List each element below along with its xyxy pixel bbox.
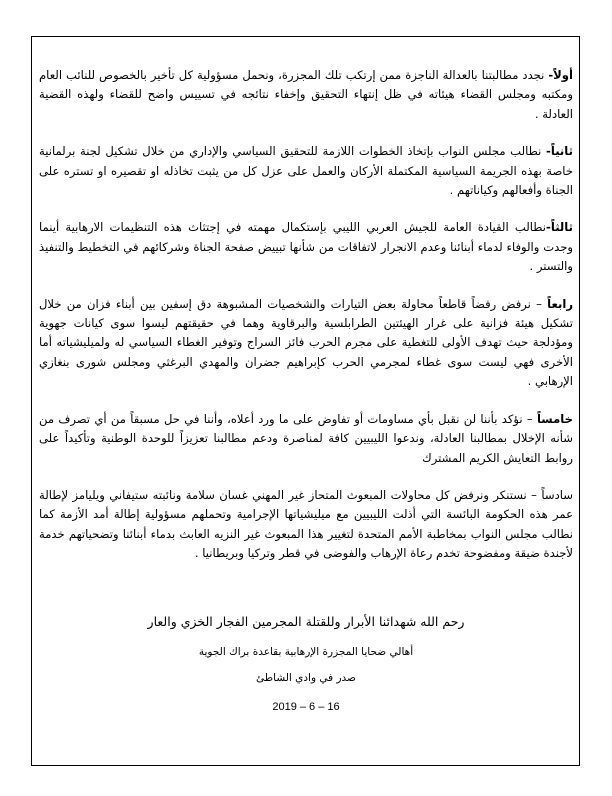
paragraph-text: نجدد مطالبتنا بالعدالة الناجزة ممن إرتكب تلك المجزرة، ونحمل مسؤولية كل تأخير بالخصوص للنائب العام ومكتبه ومجلس القضاء هيئاته في ظل إنتهاء التحقيق وإخفاء نتائجه في تسييس واضح للقضاء ولهذه القضية العادلة . [39, 68, 573, 121]
signatory-line: أهالي ضحايا المجزرة الإرهابية بقاعدة براك الجوية [198, 646, 414, 658]
paragraph-text: سادساً – نستنكر ونرفض كل محاولات المبعوث المتحاز غير المهني غسان سلامة ونائبته ستيفاني ويليامز لإطالة عمر هذه الحكومة البائسة التي أذلت الليبيين مع ميليشياتها الإجرامية وتحملهم مسؤولية إطالة أمد الأزمة كما نطالب مجلس النواب بمخاطبة الأمم المتحدة لتغيير هذا المبعوث غير النزيه العابث بدماء أبنائنا وتضحياتهم خدمة لأجندة ضيقة ومفضوحة تخدم رعاة الإرهاب والفوضى في قطر وتركيا وبريطانيا . [39, 487, 573, 561]
paragraph-text: – نرفض رفضاً قاطعاً محاولة بعض التيارات والشخصيات المشبوهة دق إسفين بين أبناء فزان من خلال تشكيل هيئة فزانية على غرار الهيئتين الطرابلسية والبرقاوية وهما في حقيقتهم ليسوا سوى كيانات جهوية ومؤدلجة حيث تهدف الأولى للتغطية على مجرم الحرب فائز السراج وتوفير الغطاء السياسي له ولميليشياته أما الأخرى فهي ليست سوى غطاء لمجرمي الحرب كإبراهيم جضران والمهدي البرغثي ومجلس شورى بنغازي الإرهابي . [39, 296, 573, 389]
paragraph-lead: ثانياً- [546, 144, 573, 159]
paragraph-third [39, 218, 573, 276]
paragraph-fifth [39, 410, 573, 468]
paragraph-lead: أولاً- [548, 68, 573, 82]
paragraph-second [39, 142, 573, 200]
paragraph-first [39, 66, 573, 124]
paragraph-sixth [39, 486, 573, 564]
paragraph-fourth [39, 295, 573, 392]
paragraph-text: نطالب مجلس النواب بإتخاذ الخطوات اللازمة للتحقيق السياسي والإداري من خلال تشكيل لجنة برلمانية خاصة بهذه الجريمة السياسية المكتملة الأركان والعمل على عزل كل من يثبت تخاذله او تقصيره او تستره على الجناة وأفعالهم وكياناتهم . [39, 144, 573, 198]
issue-date: 2019 – 6 – 16 [272, 701, 340, 713]
issued-location: صدر في وادي الشاطئ [256, 672, 356, 684]
paragraph-lead: رابعاً [547, 296, 573, 311]
statement-body [39, 66, 573, 582]
paragraph-lead: ثالثاً- [546, 220, 573, 235]
paragraph-text: – نؤكد بأننا لن نقبل بأي مساومات أو تفاوض على ما ورد أعلاه، وأننا في حل مسبقاً من أي تصرف من شأنه الإخلال بمطالبنا العادلة، وندعوا الليبيين كافة لمناصرة ودعم مطالبنا تعزيزاً للوحدة الوطنية وتأكيداً على روابط التعايش الكريم المشترك [39, 411, 573, 465]
closing-prayer: رحم الله شهدائنا الأبرار وللقتلة المجرمين الفجار الخزي والعار [147, 614, 465, 629]
paragraph-lead: خامساً [536, 411, 573, 426]
paragraph-text: نطالب القيادة العامة للجيش العربي الليبي بإستكمال مهمته في إجتثاث هذه التنظيمات الارهابية أينما وجدت والوفاء لدماء أبنائنا وعدم الانجرار لاتفاقات من شأنها تبييض صفحة الجناة وشركائهم في التخطيط والتنفيذ والتستر . [39, 220, 573, 274]
